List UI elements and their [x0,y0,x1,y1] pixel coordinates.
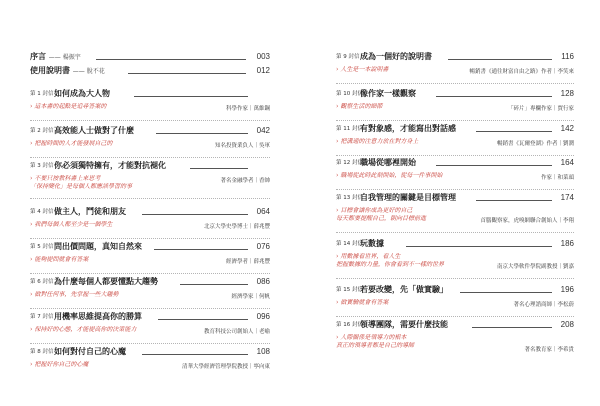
handwritten-note: › 觀察生活的細節 [336,103,383,110]
handwritten-note: 「保持變化」是每個人都應該學習的事 [30,183,133,190]
entry-title: 有對象感，才能寫出對話感 [360,124,456,133]
handwritten-note: › 職場從此時此刻開始，從每一件事開始 [336,172,443,179]
handwritten-note: › 不要只按教科書上來思考 [30,175,101,182]
entry-title: 做主人，鬥徒和朋友 [54,207,126,216]
entry-title: 如何成為大人物 [54,89,110,98]
page-number: 142 [560,124,574,133]
handwritten-note: › 能夠提問就會有答案 [30,256,89,263]
handwritten-note: › 做實驗就會有答案 [336,299,389,306]
entry-author: 著名教育家｜李希貴 [524,347,574,353]
page-number: 116 [561,52,574,61]
page-number: 064 [256,207,270,216]
page-number: 174 [560,193,574,202]
front-item-title: 序言 —— 楊振宇 [30,52,81,61]
page-number: 108 [256,347,270,356]
handwritten-note: › 把握好你自己的心魔 [30,361,89,368]
handwritten-note: 真正的領導者都是自己的導師 [336,342,415,349]
handwritten-note: › 把握時間的人才能發展自己的 [30,140,113,147]
handwritten-note: › 人生是一本說明書 [336,66,389,73]
handwritten-note: › 這本書的起點是追尋答案的 [30,103,107,110]
entry-title: 像作家一樣觀察 [360,89,416,98]
handwritten-note: › 我們每個人都至少是一個學生 [30,221,113,228]
page-number: 003 [256,52,270,61]
entry-author: 暢銷書《瓦爾登湖》作者｜劉潤 [496,141,574,147]
entry-author: 著名金融學者｜香帥 [220,178,270,184]
page-number: 186 [560,239,574,248]
entry-title: 若要改變，先「做實驗」 [360,285,448,294]
page-number: 128 [560,89,574,98]
entry-author: 首腦觀察家，虎嗅網聯合創始人｜李翔 [480,218,574,224]
page-number: 208 [560,320,574,329]
entry-title: 如何對付自己的心魔 [54,347,126,356]
front-item-preface [30,51,270,63]
entry-title: 成為一個好的說明書 [360,52,432,61]
page-number: 196 [560,285,574,294]
entry-title: 為什麼每個人都要懂點大趨勢 [54,277,158,286]
leader-line [128,73,246,74]
entry-author: 經濟學家｜何帆 [231,294,270,300]
page-number: 076 [256,242,270,251]
page-number: 086 [256,277,270,286]
handwritten-note: 把握數據的力量，你會看到不一樣的世界 [336,261,445,268]
handwritten-note: › 用數據看世界，看人生 [336,253,401,260]
front-item-manual [30,65,270,77]
handwritten-note: › 保持好的心態，才能提高你的決策能力 [30,326,137,333]
leader-line [96,59,246,60]
entry-title: 領導團隊，需要什麼技能 [360,320,448,329]
entry-author: 科學作家｜萬維鋼 [225,106,270,112]
entry-title: 你必須獨特擁有，才能對抗褪化 [54,161,166,170]
entry-title: 職場從哪裡開始 [360,158,416,167]
handwritten-note: › 人際關係是領導力的根本 [336,334,407,341]
entry-author: 作家｜和菜頭 [540,175,574,181]
handwritten-note: › 目標會讓你成為更好的自己 [336,207,413,214]
entry-author: 暢銷書《通往財富自由之路》作者｜李笑來 [469,69,574,75]
entry-title: 自我管理的關鍵是目標管理 [360,193,456,202]
entry-author: 知名投資業負人｜吳軍 [214,143,270,149]
page-number: 042 [256,126,270,135]
entry-author: 教育科技公司創始人｜老喻 [203,329,270,335]
entry-author: 經濟學者｜薛兆豐 [225,259,270,265]
entry-author: 南京大學軟件學院副教授｜劉嘉 [496,264,574,270]
entry-author: 北京大學史學博士｜薛兆豐 [203,224,270,230]
handwritten-note: 每天都要提醒自己，朝向目標前進 [336,215,427,222]
page-number: 012 [256,66,270,75]
handwritten-note: › 做對任何事，先掌握一些大趨勢 [30,291,119,298]
handwritten-note: › 把溝通的注意力放在對方身上 [336,138,419,145]
entry-title: 用機率思維提高你的勝算 [54,312,142,321]
entry-author: 清華大學經濟管理學院教授｜寧向東 [181,364,270,370]
entry-title: 玩數據 [360,239,384,248]
page-number: 164 [560,158,574,167]
entry-title: 高效能人士做對了什麼 [54,126,134,135]
front-item-title: 使用說明書 —— 脫不花 [30,66,105,75]
entry-author: 「碎片」專欄作家｜賈行家 [507,106,574,112]
page-number: 096 [256,312,270,321]
entry-author: 著名心理諮商師｜李松蔚 [513,302,574,308]
entry-title: 問出價問題，真知自然來 [54,242,142,251]
